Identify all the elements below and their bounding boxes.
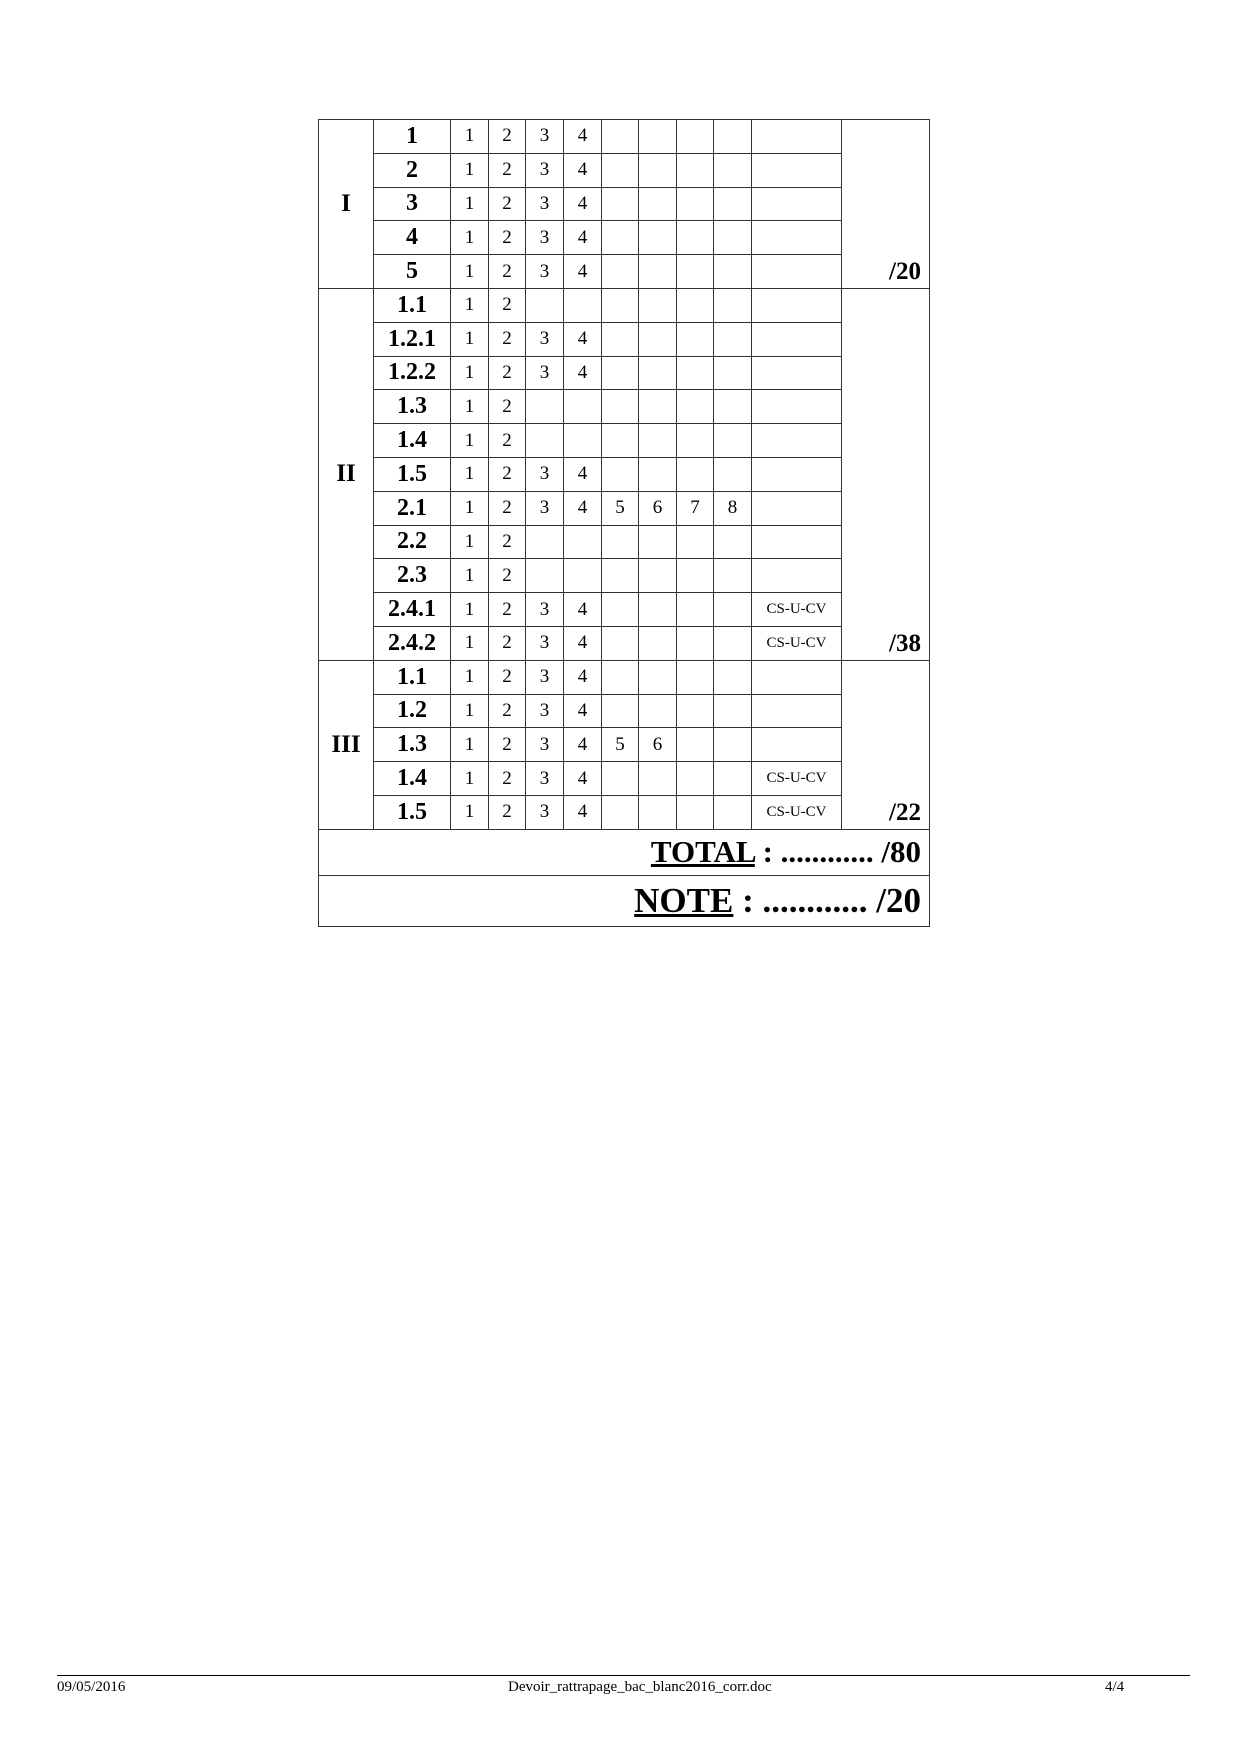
question-number: 3 [374, 187, 451, 221]
table-row [319, 255, 930, 289]
point-cell: 4 [564, 694, 602, 728]
question-number: 4 [374, 221, 451, 255]
point-cell: 2 [489, 322, 526, 356]
point-cell [639, 626, 677, 660]
point-cell: 1 [451, 762, 489, 796]
point-cell [714, 424, 752, 458]
point-cell: 3 [526, 187, 564, 221]
point-cell: 2 [489, 728, 526, 762]
point-cell [602, 322, 639, 356]
point-cell: 2 [489, 660, 526, 694]
point-cell [602, 593, 639, 627]
point-cell [677, 593, 714, 627]
table-row [319, 593, 930, 627]
point-cell [677, 356, 714, 390]
point-cell [639, 593, 677, 627]
table-row [319, 660, 930, 694]
question-number: 1.1 [374, 660, 451, 694]
point-cell: 3 [526, 660, 564, 694]
criteria-cell [752, 424, 842, 458]
table-row [319, 221, 930, 255]
point-cell [677, 660, 714, 694]
point-cell [602, 255, 639, 289]
point-cell [677, 694, 714, 728]
point-cell: 3 [526, 728, 564, 762]
point-cell [677, 221, 714, 255]
question-number: 2.2 [374, 525, 451, 559]
point-cell: 4 [564, 762, 602, 796]
point-cell [714, 221, 752, 255]
point-cell [526, 390, 564, 424]
point-cell [677, 120, 714, 154]
point-cell: 5 [602, 728, 639, 762]
question-number: 2.3 [374, 559, 451, 593]
criteria-cell [752, 255, 842, 289]
point-cell: 2 [489, 288, 526, 322]
point-cell: 3 [526, 255, 564, 289]
point-cell: 4 [564, 356, 602, 390]
point-cell: 2 [489, 221, 526, 255]
point-cell [714, 795, 752, 829]
table-row [319, 694, 930, 728]
point-cell: 4 [564, 795, 602, 829]
point-cell [602, 795, 639, 829]
point-cell: 4 [564, 187, 602, 221]
table-row [319, 390, 930, 424]
table-row [319, 457, 930, 491]
table-row [319, 491, 930, 525]
criteria-cell [752, 491, 842, 525]
point-cell [639, 356, 677, 390]
point-cell [714, 356, 752, 390]
point-cell: 3 [526, 694, 564, 728]
criteria-cell [752, 694, 842, 728]
point-cell [526, 288, 564, 322]
question-number: 1.2 [374, 694, 451, 728]
point-cell [714, 255, 752, 289]
point-cell [677, 424, 714, 458]
point-cell [564, 390, 602, 424]
point-cell: 1 [451, 120, 489, 154]
criteria-cell [752, 457, 842, 491]
point-cell: 2 [489, 255, 526, 289]
point-cell [526, 559, 564, 593]
point-cell [714, 694, 752, 728]
table-row [319, 120, 930, 154]
point-cell: 4 [564, 660, 602, 694]
table-row [319, 626, 930, 660]
point-cell: 1 [451, 694, 489, 728]
point-cell: 6 [639, 728, 677, 762]
point-cell [602, 288, 639, 322]
point-cell: 4 [564, 255, 602, 289]
point-cell: 3 [526, 120, 564, 154]
point-cell [602, 424, 639, 458]
point-cell: 1 [451, 187, 489, 221]
point-cell [714, 120, 752, 154]
criteria-cell: CS-U-CV [752, 593, 842, 627]
point-cell: 4 [564, 626, 602, 660]
point-cell [714, 322, 752, 356]
point-cell: 1 [451, 491, 489, 525]
criteria-cell [752, 120, 842, 154]
point-cell: 1 [451, 593, 489, 627]
point-cell: 4 [564, 221, 602, 255]
section-score: /38 [842, 288, 930, 660]
point-cell: 3 [526, 322, 564, 356]
total-label: TOTAL [650, 834, 755, 870]
point-cell [602, 120, 639, 154]
question-number: 1 [374, 120, 451, 154]
point-cell: 2 [489, 626, 526, 660]
question-number: 1.3 [374, 390, 451, 424]
table-row [319, 795, 930, 829]
criteria-cell: CS-U-CV [752, 626, 842, 660]
point-cell [677, 187, 714, 221]
point-cell: 2 [489, 491, 526, 525]
section-score: /20 [842, 120, 930, 289]
point-cell [526, 424, 564, 458]
point-cell [564, 424, 602, 458]
point-cell [714, 660, 752, 694]
question-number: 1.3 [374, 728, 451, 762]
point-cell [677, 322, 714, 356]
point-cell: 4 [564, 322, 602, 356]
point-cell [639, 559, 677, 593]
total-row [319, 829, 930, 875]
point-cell: 1 [451, 457, 489, 491]
point-cell [602, 390, 639, 424]
table-row [319, 424, 930, 458]
point-cell: 3 [526, 491, 564, 525]
question-number: 1.5 [374, 457, 451, 491]
point-cell [602, 762, 639, 796]
point-cell [677, 153, 714, 187]
part-label: I [319, 120, 374, 289]
footer-page: 4/4 [1105, 1679, 1125, 1695]
point-cell [714, 762, 752, 796]
note-value: : ............ /20 [733, 880, 921, 920]
total-value: : ............ /80 [754, 834, 921, 870]
criteria-cell [752, 525, 842, 559]
point-cell [714, 593, 752, 627]
point-cell: 3 [526, 221, 564, 255]
point-cell [639, 762, 677, 796]
criteria-cell [752, 221, 842, 255]
point-cell: 8 [714, 491, 752, 525]
point-cell [564, 288, 602, 322]
point-cell [639, 120, 677, 154]
point-cell [602, 153, 639, 187]
point-cell [639, 390, 677, 424]
point-cell [677, 288, 714, 322]
point-cell [639, 221, 677, 255]
point-cell: 1 [451, 356, 489, 390]
question-number: 1.2.1 [374, 322, 451, 356]
point-cell [639, 660, 677, 694]
point-cell [714, 559, 752, 593]
point-cell: 3 [526, 593, 564, 627]
question-number: 2 [374, 153, 451, 187]
point-cell: 2 [489, 153, 526, 187]
criteria-cell [752, 390, 842, 424]
question-number: 1.5 [374, 795, 451, 829]
footer-rule [57, 1675, 1190, 1676]
note-row-cell [319, 875, 930, 926]
point-cell: 5 [602, 491, 639, 525]
point-cell: 1 [451, 153, 489, 187]
point-cell: 6 [639, 491, 677, 525]
point-cell [714, 457, 752, 491]
point-cell [602, 221, 639, 255]
table-row [319, 153, 930, 187]
question-number: 1.1 [374, 288, 451, 322]
criteria-cell [752, 288, 842, 322]
table-row [319, 322, 930, 356]
point-cell: 2 [489, 187, 526, 221]
question-number: 2.4.1 [374, 593, 451, 627]
point-cell [639, 322, 677, 356]
question-number: 5 [374, 255, 451, 289]
point-cell [602, 626, 639, 660]
point-cell: 2 [489, 120, 526, 154]
point-cell: 1 [451, 559, 489, 593]
criteria-cell [752, 356, 842, 390]
point-cell [677, 255, 714, 289]
question-number: 2.1 [374, 491, 451, 525]
point-cell: 1 [451, 288, 489, 322]
point-cell: 1 [451, 424, 489, 458]
criteria-cell: CS-U-CV [752, 795, 842, 829]
point-cell: 2 [489, 593, 526, 627]
point-cell [602, 356, 639, 390]
question-number: 1.4 [374, 762, 451, 796]
note-label: NOTE [634, 880, 734, 920]
point-cell: 2 [489, 356, 526, 390]
point-cell [714, 288, 752, 322]
question-number: 1.4 [374, 424, 451, 458]
point-cell: 1 [451, 660, 489, 694]
point-cell: 3 [526, 457, 564, 491]
point-cell [639, 457, 677, 491]
point-cell: 7 [677, 491, 714, 525]
point-cell: 2 [489, 525, 526, 559]
point-cell [677, 559, 714, 593]
point-cell [602, 694, 639, 728]
criteria-cell [752, 153, 842, 187]
table-row [319, 762, 930, 796]
point-cell [714, 390, 752, 424]
point-cell [639, 694, 677, 728]
table-row [319, 728, 930, 762]
point-cell [714, 187, 752, 221]
point-cell [526, 525, 564, 559]
point-cell [639, 153, 677, 187]
point-cell [639, 424, 677, 458]
table-row [319, 288, 930, 322]
table-row [319, 525, 930, 559]
point-cell: 2 [489, 424, 526, 458]
criteria-cell [752, 187, 842, 221]
section-score: /22 [842, 660, 930, 829]
point-cell: 3 [526, 356, 564, 390]
point-cell [639, 288, 677, 322]
point-cell: 4 [564, 491, 602, 525]
point-cell: 1 [451, 390, 489, 424]
point-cell [602, 559, 639, 593]
footer-filename: Devoir_rattrapage_bac_blanc2016_corr.doc [508, 1679, 772, 1695]
point-cell: 1 [451, 626, 489, 660]
table-row [319, 187, 930, 221]
point-cell: 2 [489, 390, 526, 424]
point-cell [677, 457, 714, 491]
criteria-cell [752, 322, 842, 356]
point-cell [714, 153, 752, 187]
point-cell: 2 [489, 457, 526, 491]
criteria-cell: CS-U-CV [752, 762, 842, 796]
part-label: III [319, 660, 374, 829]
point-cell [714, 525, 752, 559]
point-cell: 3 [526, 762, 564, 796]
point-cell [639, 795, 677, 829]
question-number: 1.2.2 [374, 356, 451, 390]
point-cell [677, 795, 714, 829]
point-cell [602, 187, 639, 221]
point-cell: 3 [526, 153, 564, 187]
point-cell: 4 [564, 593, 602, 627]
criteria-cell [752, 559, 842, 593]
point-cell: 4 [564, 153, 602, 187]
point-cell: 2 [489, 762, 526, 796]
point-cell [639, 255, 677, 289]
point-cell: 1 [451, 221, 489, 255]
point-cell [677, 728, 714, 762]
point-cell [564, 525, 602, 559]
point-cell: 2 [489, 559, 526, 593]
point-cell: 1 [451, 322, 489, 356]
point-cell [564, 559, 602, 593]
point-cell [714, 626, 752, 660]
point-cell: 1 [451, 255, 489, 289]
point-cell [677, 762, 714, 796]
point-cell: 1 [451, 795, 489, 829]
total-row-cell [319, 829, 930, 875]
point-cell: 1 [451, 525, 489, 559]
criteria-cell [752, 728, 842, 762]
note-row [319, 875, 930, 926]
point-cell [677, 390, 714, 424]
point-cell [639, 525, 677, 559]
point-cell: 4 [564, 120, 602, 154]
point-cell: 2 [489, 795, 526, 829]
table-row [319, 559, 930, 593]
point-cell: 3 [526, 795, 564, 829]
point-cell: 1 [451, 728, 489, 762]
point-cell: 4 [564, 728, 602, 762]
point-cell [639, 187, 677, 221]
footer-date: 09/05/2016 [57, 1679, 126, 1695]
point-cell: 4 [564, 457, 602, 491]
grading-table [318, 119, 930, 927]
point-cell [602, 457, 639, 491]
point-cell: 3 [526, 626, 564, 660]
point-cell [677, 626, 714, 660]
point-cell [677, 525, 714, 559]
point-cell [714, 728, 752, 762]
question-number: 2.4.2 [374, 626, 451, 660]
point-cell [602, 660, 639, 694]
point-cell: 2 [489, 694, 526, 728]
criteria-cell [752, 660, 842, 694]
table-row [319, 356, 930, 390]
point-cell [602, 525, 639, 559]
part-label: II [319, 288, 374, 660]
